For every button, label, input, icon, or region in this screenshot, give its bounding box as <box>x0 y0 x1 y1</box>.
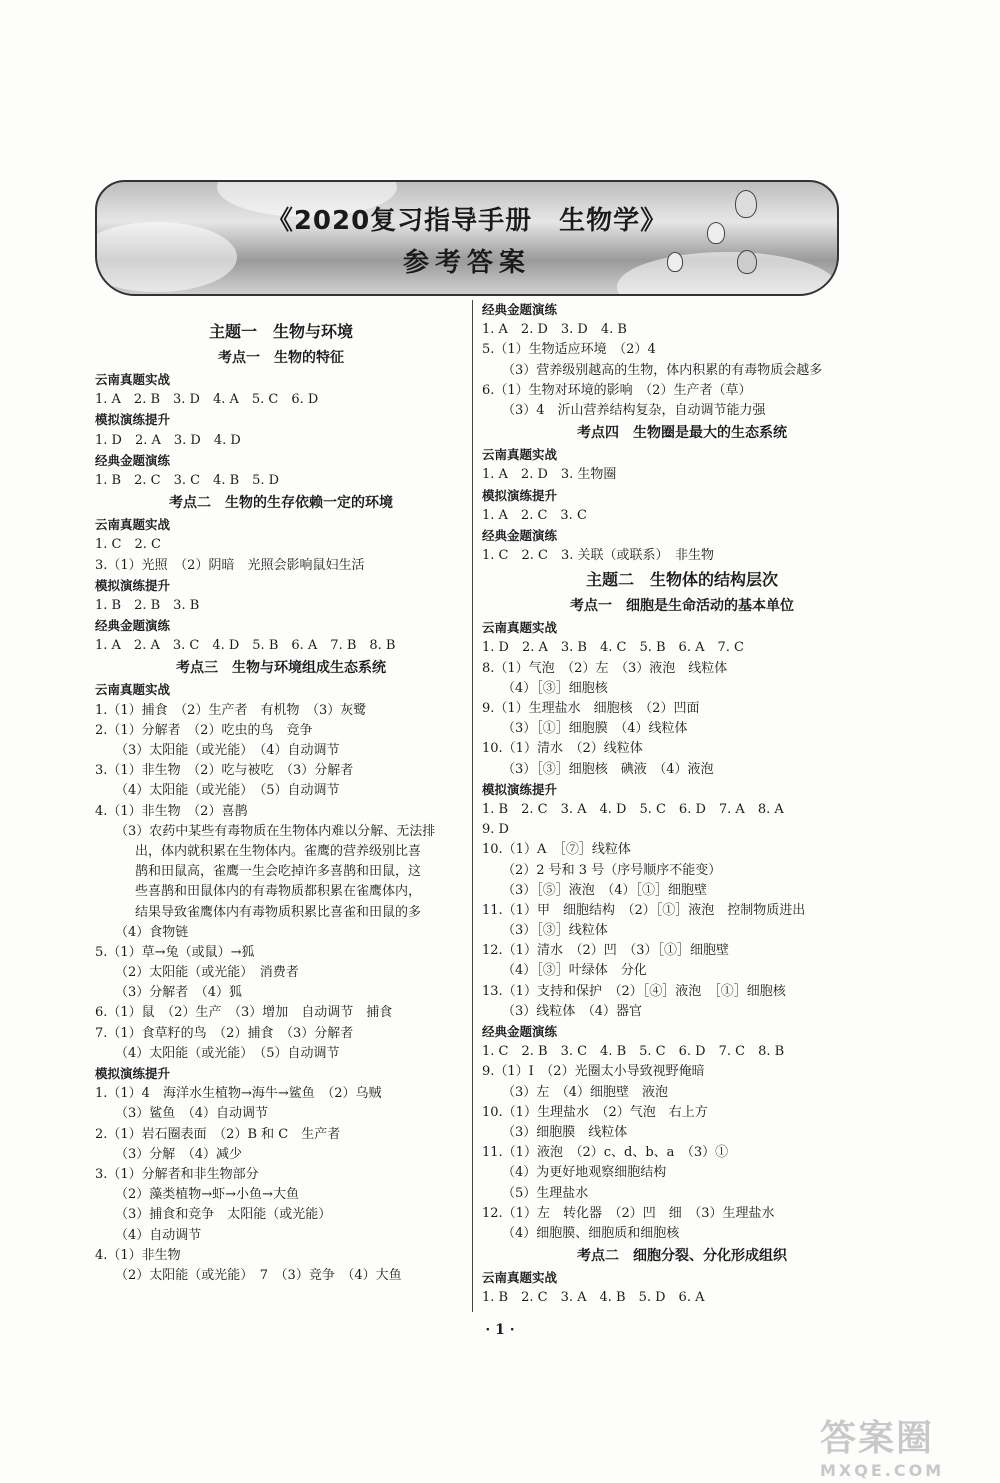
answer-line: 出，体内就积累在生物体内。雀鹰的营养级别比喜 <box>135 843 422 859</box>
answer-line: （3）太阳能（或光能） （4）自动调节 <box>115 743 340 758</box>
subsection-label: 模拟演练提升 <box>95 412 171 428</box>
answer-line: 10.（1）清水 （2）线粒体 <box>482 741 643 757</box>
answer-line: 1. A 2. D 3. D 4. B <box>482 322 627 338</box>
answer-line: 7.（1）食草籽的鸟 （2）捕食 （3）分解者 <box>95 1025 354 1041</box>
subsection-label: 经典金题演练 <box>482 527 558 543</box>
answer-line: 1. A 2. B 3. D 4. A 5. C 6. D <box>95 392 319 408</box>
section-heading: 考点二 生物的生存依赖一定的环境 <box>169 495 393 512</box>
answer-line: 1. B 2. C 3. C 4. B 5. D <box>95 472 280 488</box>
subsection-label: 模拟演练提升 <box>95 577 171 593</box>
answer-line: （3）细胞膜 线粒体 <box>502 1124 628 1140</box>
answer-line: 4.（1）非生物 <box>95 1247 181 1263</box>
subsection-label: 云南真题实战 <box>95 517 171 533</box>
answer-line: （3）左 （4）细胞壁 液泡 <box>502 1084 669 1100</box>
answer-line: 1.（1）4 海洋水生植物→海牛→鲨鱼 （2）乌贼 <box>95 1086 382 1102</box>
answer-line: 6.（1）生物对环境的影响 （2）生产者（草） <box>482 382 752 398</box>
answer-line: （5）生理盐水 <box>502 1185 589 1201</box>
answer-line: （4）［③］细胞核 <box>502 680 608 696</box>
page-number: · 1 · <box>485 1322 515 1338</box>
answer-line: 9.（1）生理盐水 细胞核 （2）凹面 <box>482 701 700 716</box>
subsection-label: 经典金题演练 <box>95 452 171 468</box>
answer-line: （3）4 沂山营养结构复杂，自动调节能力强 <box>502 402 766 418</box>
answer-line: （3）［③］细胞核 碘液 （4）液泡 <box>502 761 714 777</box>
answer-line: （4）食物链 <box>115 924 189 940</box>
section-heading: 考点二 细胞分裂、分化形成组织 <box>577 1248 787 1265</box>
answer-line: （3）分解 （4）减少 <box>115 1146 243 1162</box>
answer-line: （4）自动调节 <box>115 1227 202 1243</box>
answer-line: 12.（1）左 转化器 （2）凹 细 （3）生理盐水 <box>482 1205 775 1221</box>
answer-line: 1.（1）捕食 （2）生产者 有机物 （3）灰鹭 <box>95 702 367 718</box>
answer-line: 1. A 2. D 3. 生物圈 <box>482 467 617 483</box>
answer-line: 1. D 2. A 3. B 4. C 5. B 6. A 7. C <box>482 640 744 656</box>
answer-line: 1. A 2. A 3. C 4. D 5. B 6. A 7. B 8. B <box>95 638 396 654</box>
answer-line: 5.（1）生物适应环境 （2）4 <box>482 342 656 358</box>
answer-line: 鹊和田鼠高，雀鹰一生会吃掉许多喜鹊和田鼠，这 <box>135 864 422 880</box>
answer-line: 些喜鹊和田鼠体内的有毒物质都积累在雀鹰体内， <box>135 884 422 900</box>
answer-line: （3）分解者 （4）狐 <box>115 985 243 1001</box>
subsection-label: 云南真题实战 <box>95 682 171 698</box>
answer-line: （4）太阳能（或光能） （5）自动调节 <box>115 783 340 799</box>
answer-line: 10.（1）A ［⑦］线粒体 <box>482 842 631 858</box>
subsection-label: 模拟演练提升 <box>482 781 558 797</box>
answer-line: （3）鲨鱼 （4）自动调节 <box>115 1106 269 1122</box>
answer-line: （3）农药中某些有毒物质在生物体内难以分解、无法排 <box>115 823 436 839</box>
answer-line: 3.（1）非生物 （2）吃与被吃 （3）分解者 <box>95 763 354 779</box>
answer-line: 结果导致雀鹰体内有毒物质积累比喜雀和田鼠的多 <box>135 904 422 920</box>
subsection-label: 云南真题实战 <box>482 1270 558 1286</box>
subsection-label: 云南真题实战 <box>482 620 558 636</box>
answer-line: 1. B 2. C 3. A 4. D 5. C 6. D 7. A 8. A <box>482 801 784 817</box>
column-divider <box>472 300 473 1312</box>
section-heading: 考点四 生物圈是最大的生态系统 <box>577 425 787 442</box>
answer-line: （4）太阳能（或光能） （5）自动调节 <box>115 1045 340 1061</box>
answer-line: 9.（1）I （2）光圈太小导致视野俺暗 <box>482 1064 705 1080</box>
left-column <box>95 318 467 1286</box>
answer-line: 1. C 2. B 3. C 4. B 5. C 6. D 7. C 8. B <box>482 1044 785 1060</box>
answer-line: 8.（1）气泡 （2）左 （3）液泡 线粒体 <box>482 660 728 676</box>
right-column <box>482 300 882 1308</box>
answer-line: 2.（1）岩石圈表面 （2）B 和 C 生产者 <box>95 1126 341 1142</box>
subsection-label: 模拟演练提升 <box>482 487 558 503</box>
answer-line: （3）［①］细胞膜 （4）线粒体 <box>502 721 688 737</box>
answer-line: （3）线粒体 （4）器官 <box>502 1003 643 1019</box>
answer-line: 1. A 2. C 3. C <box>482 507 587 523</box>
answer-line: （4）细胞膜、细胞质和细胞核 <box>502 1225 680 1241</box>
watermark-text: 答案圈 <box>820 1418 935 1459</box>
answer-line: 6.（1）鼠 （2）生产 （3）增加 自动调节 捕食 <box>95 1005 393 1021</box>
answer-line: （4）［③］叶绿体 分化 <box>502 963 647 979</box>
subsection-label: 云南真题实战 <box>482 447 558 463</box>
subsection-label: 经典金题演练 <box>95 618 171 634</box>
answer-line: （2）2 号和 3 号（序号顺序不能变） <box>502 862 722 878</box>
subsection-label: 云南真题实战 <box>95 372 171 387</box>
watermark-url: MXQE.COM <box>820 1461 945 1480</box>
answer-line: （3）捕食和竞争 太阳能（或光能） <box>115 1207 332 1223</box>
topic-heading: 主题二 生物体的结构层次 <box>585 570 778 590</box>
answer-line: 11.（1）甲 细胞结构 （2）［①］液泡 控制物质进出 <box>482 902 806 918</box>
answer-line: 1. C 2. C 3. 关联（或联系） 非生物 <box>482 548 715 564</box>
answer-line: （3）营养级别越高的生物，体内积累的有毒物质会越多 <box>502 362 823 378</box>
answer-line: （2）太阳能（或光能） 消费者 <box>115 965 299 981</box>
section-heading: 考点三 生物与环境组成生态系统 <box>176 660 386 677</box>
answer-line: 5.（1）草→兔（或鼠）→狐 <box>95 944 255 960</box>
answer-line: 4.（1）非生物 （2）喜鹊 <box>95 803 248 819</box>
answer-line: 9. D <box>482 822 509 838</box>
answer-line: 13.（1）支持和保护 （2）［④］液泡 ［①］细胞核 <box>482 983 786 999</box>
answer-line: （2）太阳能（或光能） 7 （3）竞争 （4）大鱼 <box>115 1267 402 1283</box>
banner-subtitle: 参考答案 <box>402 248 531 278</box>
section-heading: 考点一 生物的特征 <box>218 350 344 366</box>
answer-line: 3.（1）分解者和非生物部分 <box>95 1166 259 1182</box>
subsection-label: 经典金题演练 <box>482 302 558 317</box>
title-banner <box>95 180 839 296</box>
answer-line: 2.（1）分解者 （2）吃虫的鸟 竞争 <box>95 722 313 738</box>
answer-line: 10.（1）生理盐水 （2）气泡 右上方 <box>482 1104 708 1120</box>
topic-heading: 主题一 生物与环境 <box>208 322 353 341</box>
answer-line: （3）［③］线粒体 <box>502 923 608 939</box>
answer-line: 12.（1）清水 （2）凹 （3）［①］细胞壁 <box>482 943 729 959</box>
answer-line: 11.（1）液泡 （2）c、d、b、a （3）① <box>482 1145 729 1161</box>
answer-line: 1. D 2. A 3. D 4. D <box>95 432 241 448</box>
answer-line: 1. B 2. B 3. B <box>95 597 200 613</box>
watermark-logo <box>820 1410 970 1480</box>
subsection-label: 模拟演练提升 <box>95 1066 171 1081</box>
answer-line: 1. B 2. C 3. A 4. B 5. D 6. A <box>482 1290 705 1306</box>
answer-line: （2）藻类植物→虾→小鱼→大鱼 <box>115 1187 299 1203</box>
banner-title: 《2020复习指导手册 生物学》 <box>266 206 668 236</box>
answer-line: （3）［⑤］液泡 （4）［①］细胞壁 <box>502 882 708 898</box>
answer-line: （4）为更好地观察细胞结构 <box>502 1165 667 1181</box>
section-heading: 考点一 细胞是生命活动的基本单位 <box>570 598 794 615</box>
subsection-label: 经典金题演练 <box>482 1024 558 1039</box>
answer-line: 3.（1）光照 （2）阴暗 光照会影响鼠妇生活 <box>95 557 365 573</box>
answer-line: 1. C 2. C <box>95 537 161 553</box>
